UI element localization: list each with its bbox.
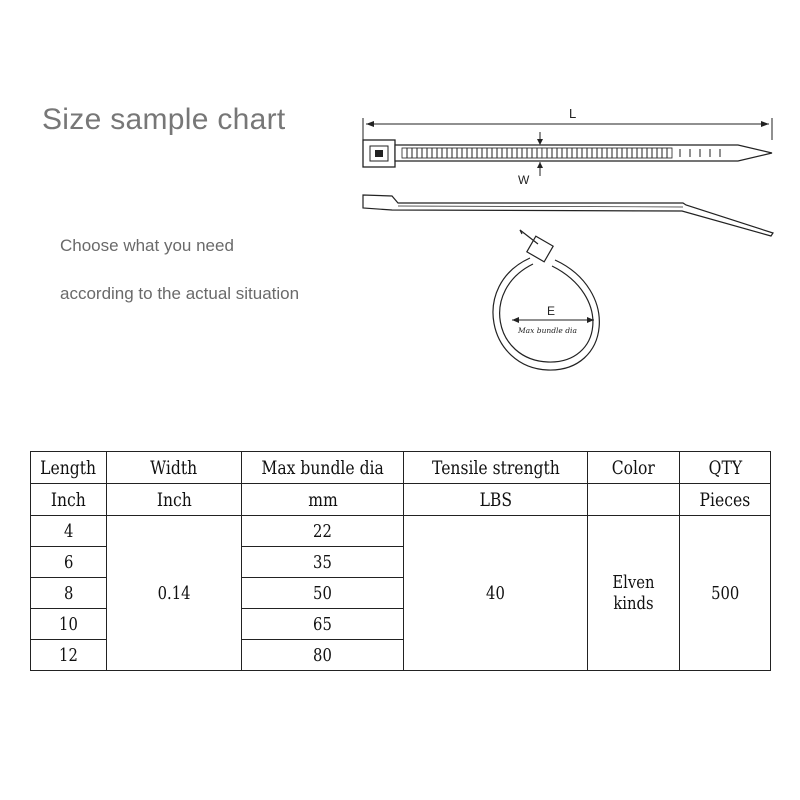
bundle-dia-cell: 50 — [241, 578, 404, 609]
unit-length: Inch — [31, 484, 107, 516]
table-header-row — [31, 452, 771, 484]
tensile-cell: 40 — [404, 516, 588, 671]
length-dimension — [363, 106, 772, 140]
tie-loop-view — [493, 230, 599, 370]
header-width: Width — [106, 452, 241, 484]
page-title: Size sample chart — [42, 103, 286, 136]
length-label: L — [569, 106, 577, 121]
length-cell: 12 — [31, 640, 107, 671]
color-cell: Elven kinds — [588, 516, 680, 671]
width-cell: 0.14 — [106, 516, 241, 671]
bundle-dia-cell: 35 — [241, 547, 404, 578]
length-cell: 4 — [31, 516, 107, 547]
tie-top-view — [363, 132, 772, 187]
bundle-label: E — [547, 304, 556, 318]
bundle-dia-cell: 80 — [241, 640, 404, 671]
table-row — [31, 516, 771, 547]
qty-cell: 500 — [680, 516, 771, 671]
header-length: Length — [31, 452, 107, 484]
table-unit-row — [31, 484, 771, 516]
length-cell: 10 — [31, 609, 107, 640]
header-max-bundle-dia: Max bundle dia — [241, 452, 404, 484]
unit-width: Inch — [106, 484, 241, 516]
size-spec-table — [30, 451, 771, 671]
unit-qty: Pieces — [680, 484, 771, 516]
bundle-dia-cell: 22 — [241, 516, 404, 547]
tie-side-view — [363, 195, 773, 236]
length-cell: 6 — [31, 547, 107, 578]
header-tensile-strength: Tensile strength — [404, 452, 588, 484]
header-color: Color — [588, 452, 680, 484]
length-cell: 8 — [31, 578, 107, 609]
unit-tensile: LBS — [404, 484, 588, 516]
bundle-dia-cell: 65 — [241, 609, 404, 640]
unit-bundle-dia: mm — [241, 484, 404, 516]
subtitle-line-1: Choose what you need — [60, 236, 234, 255]
unit-color — [588, 484, 680, 516]
header-qty: QTY — [680, 452, 771, 484]
bundle-caption: Max bundle dia — [518, 326, 577, 335]
width-label: W — [518, 173, 530, 187]
subtitle-line-2: according to the actual situation — [60, 284, 300, 303]
